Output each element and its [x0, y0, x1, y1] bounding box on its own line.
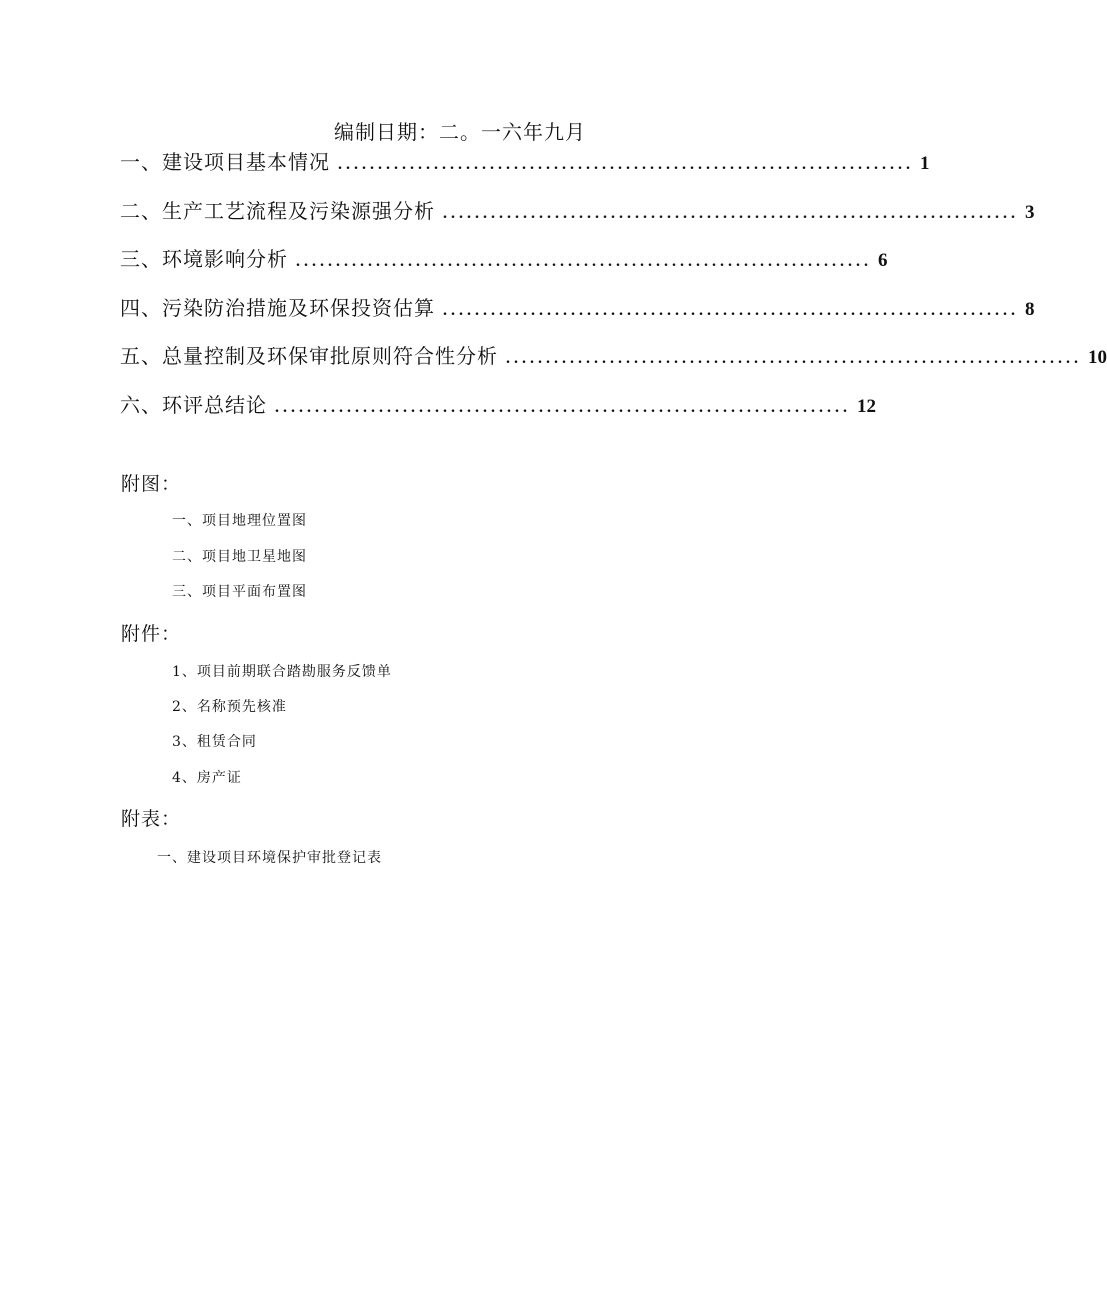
toc-dot-leader: ........................................................................	[443, 204, 1019, 222]
toc-entry-page: 6	[878, 250, 888, 271]
figure-item: 三、项目平面布置图	[172, 584, 307, 600]
toc-entry-1[interactable]	[120, 148, 930, 197]
table-item: 一、建设项目环境保护审批登记表	[157, 850, 382, 866]
toc-entry-title: 五、总量控制及环保审批原则符合性分析	[120, 344, 498, 368]
figures-heading: 附图：	[121, 473, 182, 495]
compile-date: 编制日期：二。一六年九月	[334, 120, 586, 144]
toc-entry-2[interactable]	[120, 197, 1035, 246]
toc-entry-title: 六、环评总结论	[120, 392, 267, 417]
toc-entry-page: 3	[1025, 201, 1035, 223]
toc-entry-page: 1	[920, 153, 930, 174]
toc-dot-leader: ........................................................................	[275, 398, 851, 416]
figure-item: 二、项目地卫星地图	[172, 549, 307, 565]
toc-entry-5[interactable]	[120, 342, 1107, 391]
table-of-contents	[120, 148, 1107, 439]
toc-dot-leader: ........................................................................	[443, 301, 1019, 319]
toc-dot-leader: ........................................................................	[506, 350, 1082, 367]
toc-entry-3[interactable]	[120, 245, 888, 294]
toc-entry-4[interactable]	[120, 294, 1035, 343]
toc-entry-title: 一、建设项目基本情况	[120, 150, 330, 174]
attachment-item: 1、项目前期联合踏勘服务反馈单	[172, 664, 392, 680]
toc-dot-leader: ........................................................................	[296, 253, 872, 270]
toc-entry-title: 三、环境影响分析	[120, 247, 288, 271]
toc-entry-page: 10	[1088, 347, 1107, 368]
figure-item: 一、项目地理位置图	[172, 513, 307, 529]
attachments-heading: 附件：	[121, 623, 182, 645]
toc-entry-page: 8	[1025, 298, 1035, 320]
tables-heading: 附表：	[121, 808, 182, 830]
attachment-item: 3、租赁合同	[172, 734, 257, 750]
attachment-item: 4、房产证	[172, 770, 242, 786]
toc-entry-title: 二、生产工艺流程及污染源强分析	[120, 198, 435, 223]
toc-entry-6[interactable]	[120, 391, 876, 440]
toc-dot-leader: ........................................................................	[338, 156, 914, 173]
toc-entry-page: 12	[857, 395, 876, 417]
toc-entry-title: 四、污染防治措施及环保投资估算	[120, 295, 435, 320]
attachment-item: 2、名称预先核准	[172, 699, 287, 715]
